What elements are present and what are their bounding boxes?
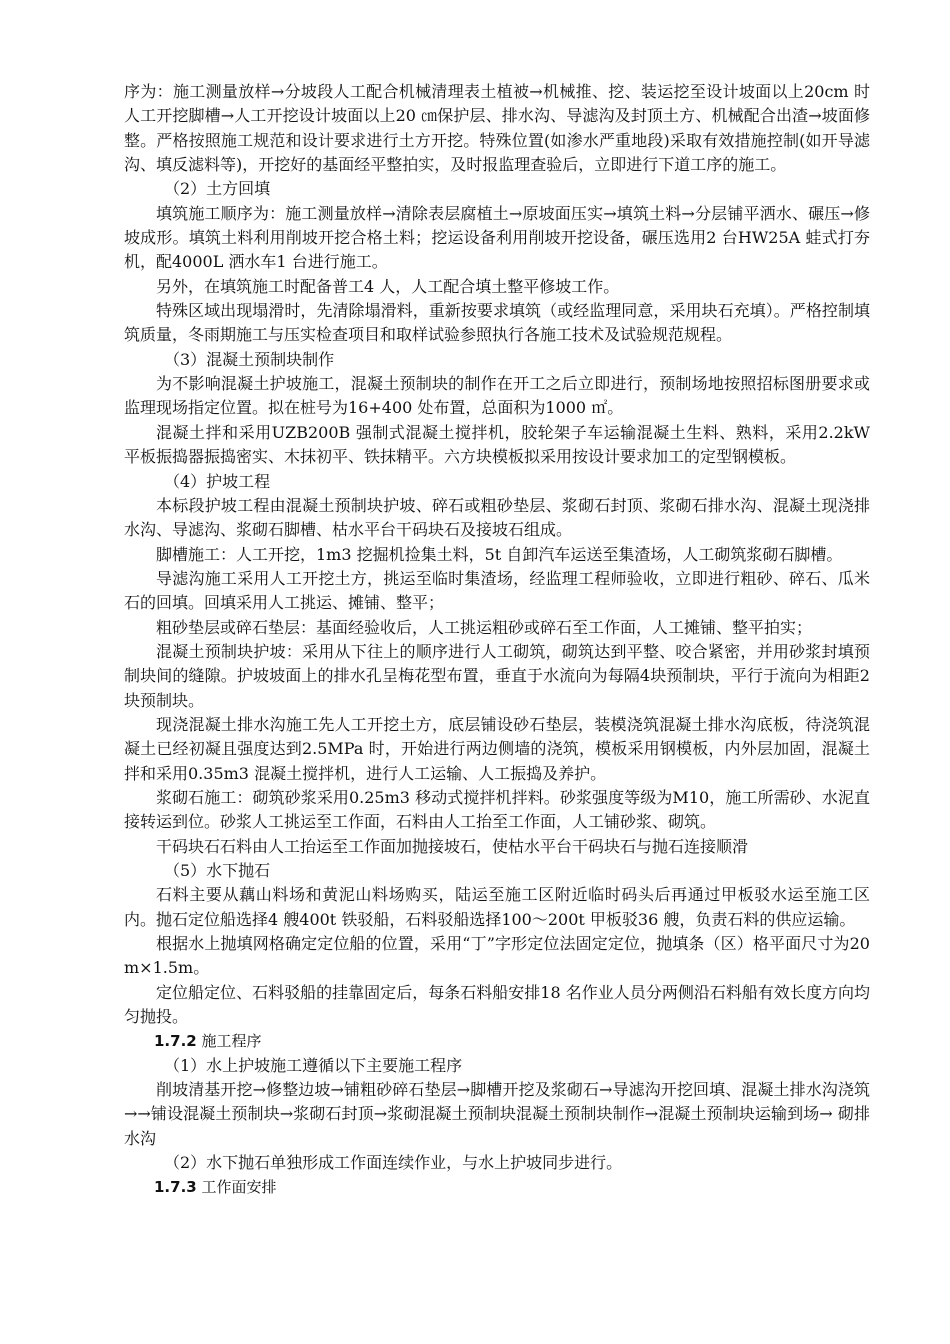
paragraph-fill-sequence: 填筑施工顺序为：施工测量放样→清除表层腐植土→原坡面压实→填筑土料→分层铺平洒水、碾压→修坡成形。填筑土料利用削坡开挖合格土料；挖运设备利用削坡开挖设备，碾压选用2 台HW25A 蛙式打夯机，配4000L 洒水车1 台进行施工。 [124, 203, 870, 272]
section-heading-construction-procedure [124, 1029, 870, 1053]
heading-underwater-riprap: （5）水下抛石 [164, 861, 271, 880]
section-number: 1.7.3 [154, 1178, 197, 1197]
section-title: 工作面安排 [201, 1178, 277, 1197]
paragraph-cast-drain: 现浇混凝土排水沟施工先人工开挖土方，底层铺设砂石垫层，装模浇筑混凝土排水沟底板，待浇筑混凝土已经初凝且强度达到2.5MPa 时，开始进行两边侧墙的浇筑，模板采用钢模板，内外层加固，混凝土拌和采用0.35m3 混凝土搅拌机，进行人工运输、人工振捣及养护。 [124, 714, 870, 783]
section-number: 1.7.2 [154, 1032, 197, 1051]
heading-underwater-procedure: （2）水下抛石单独形成工作面连续作业，与水上护坡同步进行。 [164, 1153, 623, 1173]
paragraph-procedure-steps: 削坡清基开挖→修整边坡→铺粗砂碎石垫层→脚槽开挖及浆砌石→导滤沟开挖回填、混凝土排水沟浇筑→→铺设混凝土预制块→浆砌石封顶→浆砌混凝土预制块混凝土预制块制作→混凝土预制块运输到场→ 砌排水沟 [124, 1080, 870, 1148]
section-heading-work-arrangement [124, 1175, 870, 1199]
paragraph-concrete-mixing: 混凝土拌和采用UZB200B 强制式混凝土搅拌机，胶轮架子车运输混凝土生料、熟料，采用2.2kW 平板振捣器振捣密实、木抹初平、铁抹精平。六方块模板拟采用按设计要求加工的定型钢模板。 [124, 422, 870, 467]
paragraph-labor: 另外，在填筑施工时配备普工4 人，人工配合填土整平修坡工作。 [156, 276, 620, 296]
heading-earth-backfill: （2）土方回填 [164, 179, 271, 199]
paragraph-slope-components: 本标段护坡工程由混凝土预制块护坡、碎石或粗砂垫层、浆砌石封顶、浆砌石排水沟、混凝土现浇排水沟、导滤沟、浆砌石脚槽、枯水平台干码块石及接坡石组成。 [124, 495, 870, 540]
paragraph-collapse-handling: 特殊区域出现塌滑时，先清除塌滑料，重新按要求填筑（或经监理同意，采用块石充填）。严格控制填筑质量，冬雨期施工与压实检查项目和取样试验参照执行各施工技术及试验规范规程。 [124, 301, 870, 345]
paragraph-toe-trench: 脚槽施工：人工开挖，1m3 挖掘机捡集土料，5t 自卸汽车运送至集渣场，人工砌筑浆砌石脚槽。 [156, 544, 843, 564]
paragraph-filter-ditch: 导滤沟施工采用人工开挖土方，挑运至临时集渣场，经监理工程师验收，立即进行粗砂、碎石、瓜米石的回填。回填采用人工挑运、摊铺、整平； [124, 568, 870, 613]
paragraph-precast-yard: 为不影响混凝土护坡施工，混凝土预制块的制作在开工之后立即进行，预制场地按照招标图册要求或监理现场指定位置。拟在桩号为16+400 处布置，总面积为1000 ㎡。 [124, 374, 870, 418]
paragraph-masonry: 浆砌石施工：砌筑砂浆采用0.25m3 移动式搅拌机拌料。砂浆强度等级为M10，施工所需砂、水泥直接转运到位。砂浆人工挑运至工作面，石料由人工抬至工作面，人工铺砂浆、砌筑。 [124, 787, 870, 832]
section-title: 施工程序 [201, 1032, 262, 1051]
paragraph-block-revetment: 混凝土预制块护坡：采用从下往上的顺序进行人工砌筑，砌筑达到平整、咬合紧密，并用砂浆封填预制块间的缝隙。护坡坡面上的排水孔呈梅花型布置，垂直于水流向为每隔4块预制块，平行于流向为相距2块预制块。 [124, 641, 870, 710]
paragraph-cushion-layer: 粗砂垫层或碎石垫层：基面经验收后，人工挑运粗砂或碎石至工作面，人工摊铺、整平拍实； [156, 617, 813, 637]
paragraph-excavation-sequence: 序为：施工测量放样→分坡段人工配合机械清理表土植被→机械推、挖、装运挖至设计坡面以上20cm 时人工开挖脚槽→人工开挖设计坡面以上20 ㎝保护层、排水沟、导滤沟及封顶土方、机械配合出渣→坡面修整。严格按照施工规范和设计要求进行土方开挖。特殊位置(如渗水严重地段)采取有效措施控制(如开导滤沟、填反滤料等)，开挖好的基面经平整拍实，及时报监理查验后，立即进行下道工序的施工。 [124, 82, 870, 175]
paragraph-dry-stone: 干码块石石料由人工抬运至工作面加抛接坡石，使枯水平台干码块石与抛石连接顺滑 [156, 836, 749, 856]
paragraph-stone-supply: 石料主要从藕山料场和黄泥山料场购买，陆运至施工区附近临时码头后再通过甲板驳水运至施工区内。抛石定位船选择4 艘400t 铁驳船，石料驳船选择100～200t 甲板驳36 艘，负责石料的供应运输。 [124, 885, 870, 929]
heading-slope-protection: （4）护坡工程 [164, 471, 271, 491]
heading-precast-block: （3）混凝土预制块制作 [164, 349, 335, 369]
paragraph-positioning: 根据水上抛填网格确定定位船的位置，采用“丁”字形定位法固定定位，抛填条（区）格平面尺寸为20m×1.5m。 [124, 934, 870, 978]
paragraph-dumping-crew: 定位船定位、石料驳船的挂靠固定后，每条石料船安排18 名作业人员分两侧沿石料船有效长度方向均匀抛投。 [124, 982, 870, 1027]
heading-above-water-procedure: （1）水上护坡施工遵循以下主要施工程序 [164, 1055, 463, 1075]
